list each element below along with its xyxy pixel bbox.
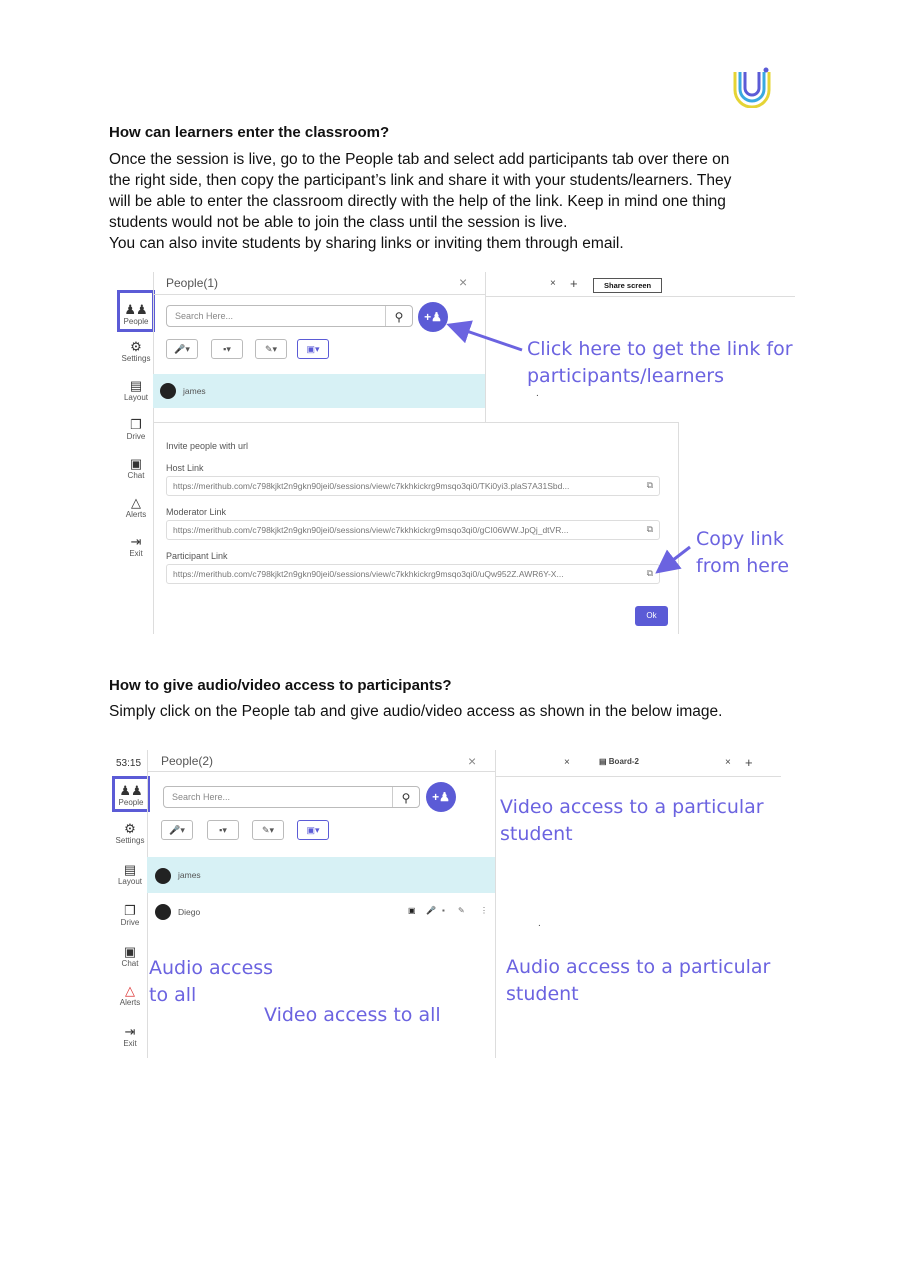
moderator-link-label: Moderator Link [166,507,227,517]
tab-board[interactable] [599,757,639,766]
sidebar-item-label: Drive [120,918,140,927]
board-icon: ▤ [599,757,609,766]
tab-close-icon[interactable]: × [564,757,570,768]
exit-icon: ⇥ [130,534,142,549]
list-item[interactable] [147,900,495,930]
panel-title: People(1) [166,276,219,290]
camera-icon[interactable]: ▪ [442,906,445,915]
gear-icon: ⚙ [130,339,142,354]
add-person-icon: +♟ [432,790,450,804]
mic-icon: 🎤▾ [169,825,185,835]
annotation-line: to all [149,984,197,1006]
chat-icon: ▣▾ [306,825,320,835]
section2-body: Simply click on the People tab and give audio/video access as shown in the below image. [109,703,723,720]
annotation-line: Copy link [696,528,784,550]
camera-icon: ▪▾ [223,344,231,354]
dot-text: . [536,388,539,399]
chat-icon: ▣▾ [306,344,320,354]
sidebar-item-exit[interactable] [111,1025,149,1048]
sidebar-item-layout[interactable] [111,863,149,886]
annotation-audio-particular [506,954,770,1008]
body-line: will be able to enter the classroom directly with the help of the link. Keep in mind one thing [109,193,726,210]
drive-icon: ❐ [124,903,136,918]
sidebar-item-chat[interactable] [111,945,149,968]
copy-icon[interactable]: ⧉ [646,524,653,534]
arrow [660,547,690,570]
sidebar-item-label: People [123,317,149,326]
participant-name: james [178,870,201,880]
body-line: Once the session is live, go to the People tab and select add participants tab over there on [109,151,730,168]
avatar [155,868,171,884]
participant-link-label: Participant Link [166,551,228,561]
arrow [452,326,522,350]
annotation-video-all: Video access to all [264,1004,441,1026]
annotation-line: participants/learners [527,365,724,387]
chat-icon[interactable]: ▣ [408,906,416,915]
participant-name: Diego [178,907,201,917]
bell-icon: △ [125,983,135,998]
copy-icon[interactable]: ⧉ [646,480,653,490]
panel-title: People(2) [161,754,214,768]
session-timer: 53:15 [116,758,142,769]
copy-icon[interactable]: ⧉ [646,568,653,578]
pen-all-dropdown[interactable] [252,820,284,840]
tab-close-icon[interactable]: × [550,278,556,289]
sidebar-item-label: Alerts [119,998,141,1007]
chat-icon: ▣ [129,456,143,471]
annotation-line: student [506,983,579,1005]
chat-icon: ▣ [123,944,137,959]
sidebar-item-people[interactable] [112,776,150,812]
layout-icon: ▤ [123,862,137,877]
pen-icon: ✎▾ [264,344,278,354]
sidebar-item-label: Alerts [125,510,147,519]
add-person-icon: +♟ [424,310,442,324]
sidebar-item-label: People [118,798,144,807]
host-link-value: https://merithub.com/c798kjkt2n9gkn90jei0/sessions/view/c7kkhkickrg9msqo3qi0/TKi0yi3.plaS7A31Sbd... [173,481,570,491]
more-options-icon[interactable]: ⋮ [480,906,488,915]
ok-button[interactable]: Ok [635,606,668,626]
close-icon[interactable]: × [459,274,468,290]
divider [495,776,781,777]
search-icon[interactable]: ⚲ [392,787,419,807]
camera-icon: ▪▾ [219,825,227,835]
section-heading-audio-video: How to give audio/video access to participants? [109,677,452,694]
divider [495,750,496,1058]
avatar [155,904,171,920]
pen-icon: ✎▾ [261,825,275,835]
sidebar-item-settings[interactable] [111,822,149,845]
annotation-video-particular [500,794,764,848]
search-icon[interactable]: ⚲ [385,306,412,326]
video-all-dropdown[interactable] [207,820,239,840]
annotation-line: Video access to a particular [500,796,764,818]
add-tab-icon[interactable]: + [745,755,753,770]
sidebar-item-label: Settings [121,354,151,363]
host-link-label: Host Link [166,463,204,473]
search-placeholder: Search Here... [175,311,234,321]
annotation-line: Click here to get the link for [527,338,793,360]
moderator-link-value: https://merithub.com/c798kjkt2n9gkn90jei0/sessions/view/c7kkhkickrg9msqo3qi0/gCI06WW.JpQj_dtVR... [173,525,569,535]
sidebar-item-label: Layout [117,877,143,886]
people-icon: ♟♟ [119,783,143,798]
people-icon: ♟♟ [124,302,148,317]
body-line: the right side, then copy the participant’s link and share it with your students/learners. They [109,172,732,189]
add-participant-button[interactable] [426,782,456,812]
mic-icon[interactable]: 🎤 [426,906,436,915]
close-icon[interactable]: × [468,753,477,769]
drive-icon: ❐ [130,417,142,432]
annotation-audio-all [149,955,273,1009]
dot-text: . [538,918,541,929]
tab-close-icon[interactable]: × [725,757,731,768]
sidebar-item-label: Chat [121,959,139,968]
tab-board-label: Board-2 [608,757,640,766]
search-placeholder: Search Here... [172,792,231,802]
annotation-line: Audio access to a particular [506,956,771,978]
bell-icon: △ [131,495,141,510]
sidebar-item-label: Exit [129,549,143,558]
search-input[interactable] [163,786,420,808]
audio-all-dropdown[interactable] [161,820,193,840]
participant-link-value: https://merithub.com/c798kjkt2n9gkn90jei0/sessions/view/c7kkhkickrg9msqo3qi0/uQw952Z.AWR6Y-X... [173,569,564,579]
exit-icon: ⇥ [124,1024,136,1039]
mic-icon: 🎤▾ [174,344,190,354]
invite-title: Invite people with url [166,441,249,451]
annotation-line: from here [696,555,790,577]
body-line: You can also invite students by sharing links or inviting them through email. [109,235,624,252]
chat-all-dropdown[interactable] [297,820,329,840]
sidebar-item-label: Settings [115,836,145,845]
sidebar-item-label: Drive [126,432,146,441]
layout-icon: ▤ [129,378,143,393]
sidebar-item-label: Layout [123,393,149,402]
annotation-line: Audio access [149,957,274,979]
sidebar-item-label: Chat [127,471,145,480]
body-line: students would not be able to join the class until the session is live. [109,214,568,231]
sidebar-item-alerts[interactable] [111,984,149,1007]
participant-name: james [183,386,206,396]
annotation-line: student [500,823,573,845]
divider [147,771,495,772]
share-screen-button[interactable]: Share screen [593,278,662,293]
list-item[interactable] [147,857,495,893]
pen-icon[interactable]: ✎ [458,906,465,915]
add-tab-icon[interactable]: + [570,276,578,291]
sidebar-item-drive[interactable] [111,904,149,927]
section-heading-enter-classroom: How can learners enter the classroom? [109,124,390,141]
gear-icon: ⚙ [124,821,136,836]
sidebar-item-label: Exit [123,1039,137,1048]
